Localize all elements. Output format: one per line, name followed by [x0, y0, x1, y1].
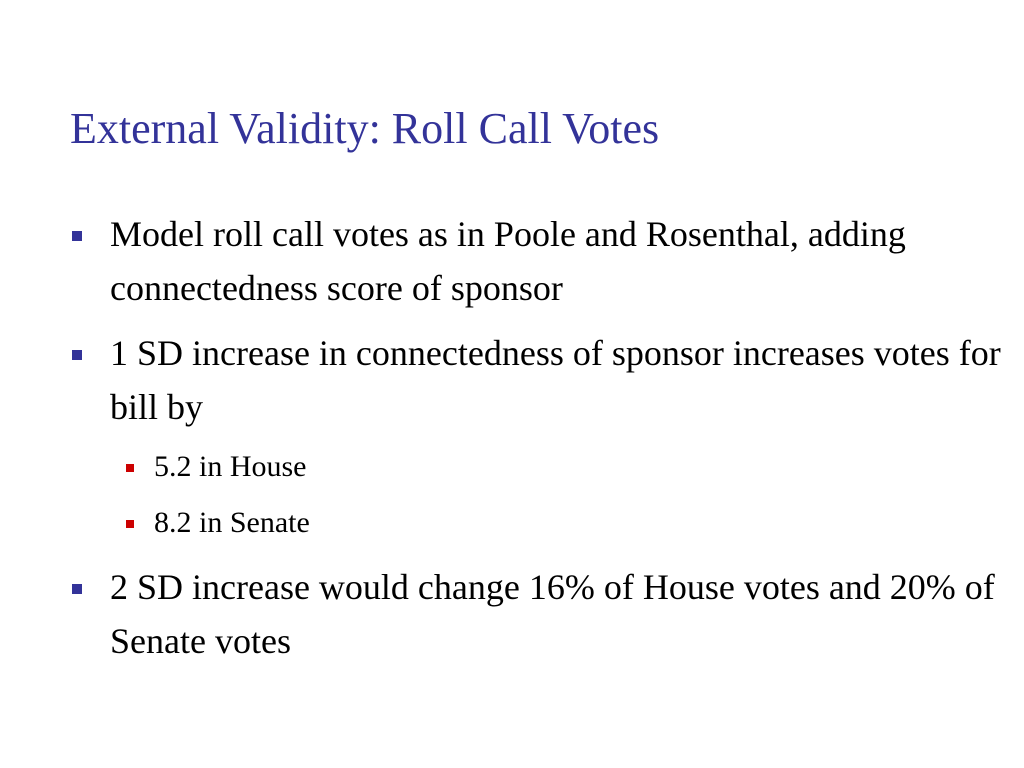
sub-bullet-text: 5.2 in House [154, 450, 307, 483]
slide-title: External Validity: Roll Call Votes [70, 104, 660, 153]
bullet-text: Model roll call votes as in Poole and Rosenthal, adding connectedness score of sponsor [110, 214, 906, 308]
square-bullet-icon [72, 231, 82, 241]
bullet-text: 1 SD increase in connectedness of sponsor increases votes for bill by [110, 333, 1001, 427]
bullet-text: 2 SD increase would change 16% of House votes and 20% of Senate votes [110, 567, 995, 661]
square-bullet-icon [126, 464, 134, 472]
square-bullet-icon [126, 520, 134, 528]
square-bullet-icon [72, 350, 82, 360]
square-bullet-icon [72, 584, 82, 594]
sub-bullet-text: 8.2 in Senate [154, 506, 310, 539]
